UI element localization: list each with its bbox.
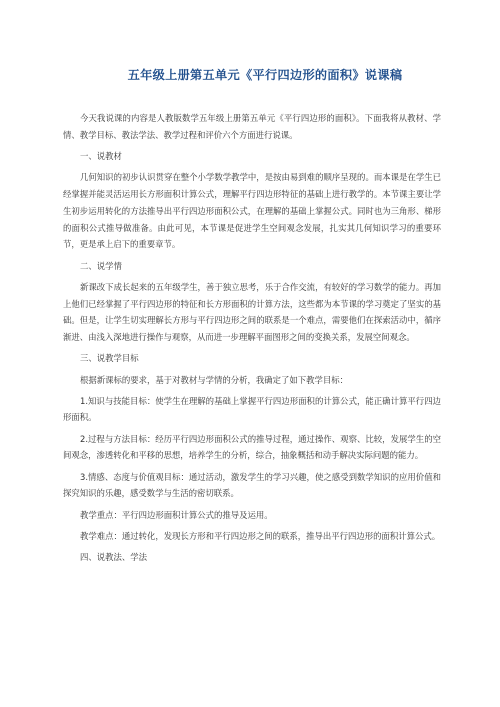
section-heading-methods: 四、说教法、学法 <box>80 552 147 563</box>
paragraph-objectives-intro: 根据新课标的要求，基于对教材与学情的分析，我确定了如下教学目标： <box>80 374 348 385</box>
paragraph-students: 新课改下成长起来的五年级学生，善于独立思考，乐于合作交流，有较好的学习数学的能力。再加上他们已经掌握了平行四边形的特征和长方形面积的计算方法，这些都为本节课的学习奠定了坚实的基础。但是，让学生切实理解长方形与平行四边形之间的联系是一个难点，需要他们在探索活动中，循序渐进、由浅入深地进行操作与观察，从而进一步理解平面图形之间的变换关系，发展空间观念。 <box>63 281 441 343</box>
paragraph-difficulty: 教学难点：通过转化，发现长方形和平行四边形之间的联系，推导出平行四边形的面积计算公式。 <box>80 530 441 541</box>
section-heading-students: 二、说学情 <box>80 260 122 271</box>
paragraph-key-point: 教学重点：平行四边形面积计算公式的推导及运用。 <box>80 509 273 520</box>
paragraph-objective-1: 1.知识与技能目标：使学生在理解的基础上掌握平行四边形面积的计算公式，能正确计算平行四边形面积。 <box>63 395 441 423</box>
paragraph-objective-2: 2.过程与方法目标：经历平行四边形面积公式的推导过程，通过操作、观察、比较，发展学生的空间观念，渗透转化和平移的思想，培养学生的分析，综合，抽象概括和动手解决实际问题的能力。 <box>63 433 441 461</box>
section-heading-materials: 一、说教材 <box>80 150 122 161</box>
paragraph-materials: 几何知识的初步认识贯穿在整个小学数学教学中，是按由易到难的顺序呈现的。而本课是在学生已经掌握并能灵活运用长方形面积计算公式，理解平行四边形特征的基础上进行教学的。本节课主要让学生初步运用转化的方法推导出平行四边形面积公式，在理解的基础上掌握公式。同时也为三角形、梯形的面积公式推导做准备。由此可见，本节课是促进学生空间观念发展，扎实其几何知识学习的重要环节，更是承上启下的重要章节。 <box>63 172 441 250</box>
document-title: 五年级上册第五单元《平行四边形的面积》说课稿 <box>127 68 403 82</box>
document-body <box>63 110 441 570</box>
section-heading-objectives: 三、说教学目标 <box>80 353 139 364</box>
paragraph-intro: 今天我说课的内容是人教版数学五年级上册第五单元《平行四边形的面积》。下面我将从教材、学情、教学目标、教法学法、教学过程和评价六个方面进行说课。 <box>63 113 441 140</box>
paragraph-objective-3: 3.情感、态度与价值观目标：通过活动，激发学生的学习兴趣，使之感受到数学知识的应用价值和探究知识的乐趣，感受数学与生活的密切联系。 <box>63 471 441 499</box>
